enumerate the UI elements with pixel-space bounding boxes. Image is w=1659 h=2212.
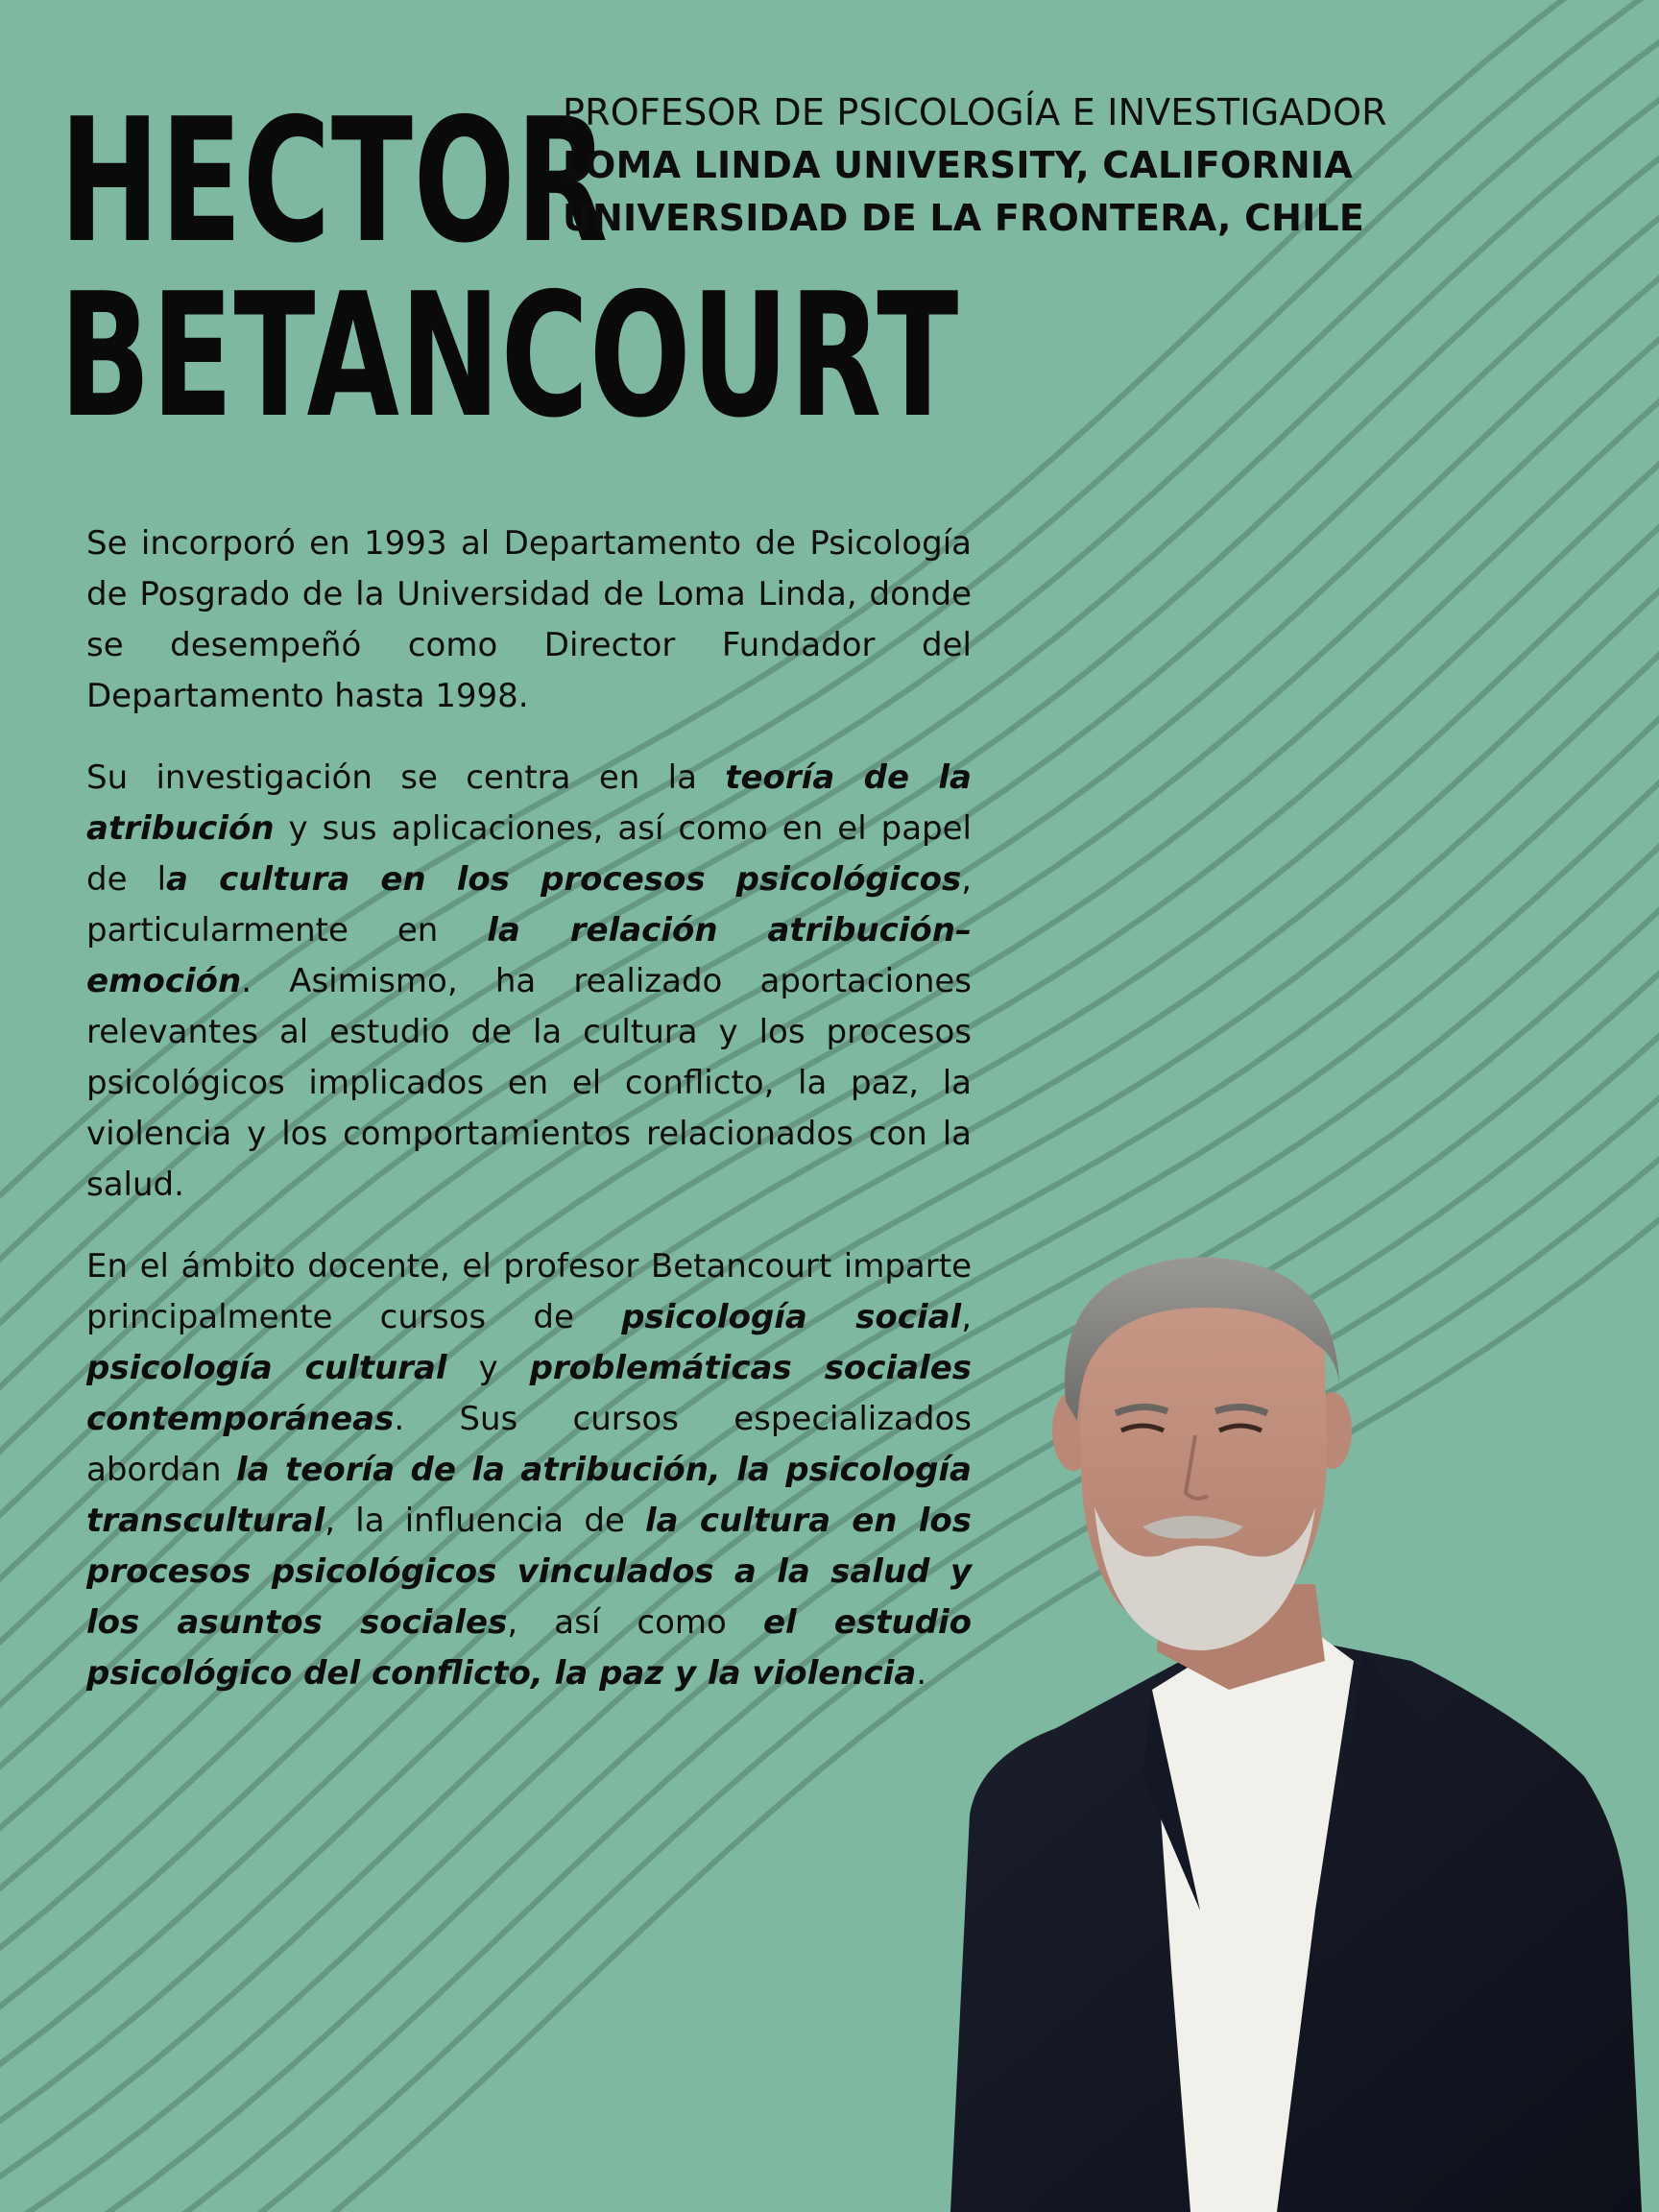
bio-emphasis: a cultura en los procesos psicológicos <box>166 860 962 899</box>
role-title: PROFESOR DE PSICOLOGÍA E INVESTIGADOR <box>563 91 1387 133</box>
bio-emphasis: teoría de la atribución <box>86 758 972 848</box>
bio-paragraph-3 <box>86 1241 972 1699</box>
bio-text-run: , <box>961 1298 972 1336</box>
bio-emphasis: psicología cultural <box>86 1349 447 1387</box>
bio-emphasis: la relación atribución–emoción <box>86 911 972 1000</box>
bio-text <box>86 518 972 1730</box>
bio-text-run: . Sus cursos especializados abordan <box>86 1400 972 1489</box>
bio-text-run: , así como <box>507 1603 763 1642</box>
institution-loma-linda: LOMA LINDA UNIVERSITY, CALIFORNIA <box>563 144 1353 186</box>
portrait-photo <box>912 1238 1659 2212</box>
bio-paragraph-2 <box>86 753 972 1211</box>
affiliation-block <box>563 86 1387 245</box>
bio-text-run: y <box>446 1349 530 1387</box>
name-first: HECTOR <box>60 82 609 280</box>
institution-la-frontera: UNIVERSIDAD DE LA FRONTERA, CHILE <box>563 197 1365 239</box>
bio-emphasis: problemáticas sociales contemporáneas <box>86 1349 972 1438</box>
bio-text-run: . <box>916 1654 927 1693</box>
name-last: BETANCOURT <box>60 256 960 455</box>
bio-text-run: En el ámbito docente, el profesor Betancourt imparte principalmente cursos de <box>86 1247 972 1336</box>
bio-text-run: y sus aplicaciones, así como en el papel de l <box>86 809 972 899</box>
bio-text-run: . Asimismo, ha realizado aportaciones relevantes al estudio de la cultura y los procesos psicológicos implicados en el conflicto, la paz, la violencia y los comportamientos relacionados con la salud. <box>86 962 972 1204</box>
bio-emphasis: psicología social <box>621 1298 962 1336</box>
bio-text-run: , la influencia de <box>325 1502 646 1540</box>
bio-emphasis: el estudio psicológico del conflicto, la paz y la violencia <box>86 1603 972 1693</box>
bio-emphasis: la cultura en los procesos psicológicos vinculados a la salud y los asuntos sociales <box>86 1502 972 1642</box>
bio-text-run: Su investigación se centra en la <box>86 758 726 797</box>
bio-paragraph-1: Se incorporó en 1993 al Departamento de Psicología de Posgrado de la Universidad de Loma Linda, donde se desempeñó como Director Fundador del Departamento hasta 1998. <box>86 524 972 715</box>
bio-emphasis: la teoría de la atribución, la psicología transcultural <box>86 1451 973 1540</box>
bio-text-run: , particularmente en <box>86 860 972 950</box>
